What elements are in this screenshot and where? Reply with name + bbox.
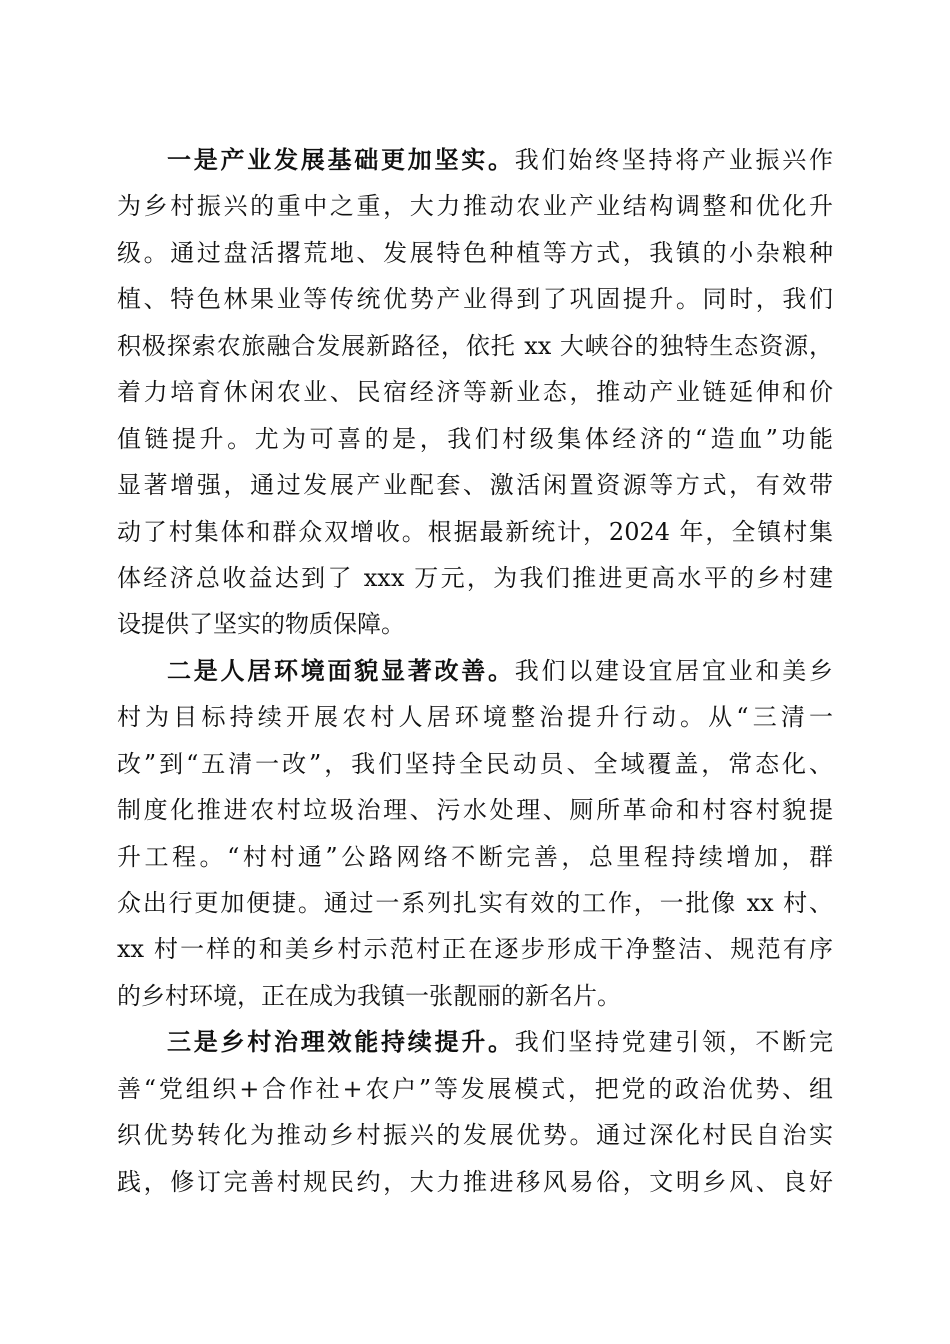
- paragraph-1-line-7: 值链提升。尤为可喜的是，我们村级集体经济的“造血”功能: [117, 424, 833, 453]
- paragraph-3-text: 我们坚持党建引领，不断完: [514, 1028, 833, 1057]
- paragraph-1-line-11: 设提供了坚实的物质保障。: [117, 610, 405, 639]
- paragraph-3-line-1: [117, 1019, 833, 1065]
- paragraph-1-heading: 一是产业发展基础更加坚实。: [167, 145, 515, 174]
- paragraph-2-line-5: 升工程。“村村通”公路网络不断完善，总里程持续增加，群: [117, 842, 833, 871]
- paragraph-2-line-3: 改”到“五清一改”，我们坚持全民动员、全域覆盖，常态化、: [117, 749, 833, 778]
- paragraph-1-line-6: 着力培育休闲农业、民宿经济等新业态，推动产业链延伸和价: [117, 378, 833, 407]
- paragraph-2-line-8: 的乡村环境，正在成为我镇一张靓丽的新名片。: [117, 981, 621, 1010]
- paragraph-1-line-1: [117, 137, 833, 183]
- paragraph-1-line-5: 积极探索农旅融合发展新路径，依托 xx 大峡谷的独特生态资源，: [117, 331, 833, 360]
- paragraph-3-line-2: 善“党组织+合作社+农户”等发展模式，把党的政治优势、组: [117, 1074, 833, 1103]
- paragraph-2-heading: 二是人居环境面貌显著改善。: [167, 655, 515, 685]
- paragraph-1-line-3: 级。通过盘活撂荒地、发展特色种植等方式，我镇的小杂粮种: [117, 238, 833, 267]
- document-body: [117, 137, 833, 1205]
- paragraph-1-line-2: 为乡村振兴的重中之重，大力推动农业产业结构调整和优化升: [117, 192, 833, 221]
- paragraph-1-line-4: 植、特色林果业等传统优势产业得到了巩固提升。同时，我们: [117, 285, 833, 314]
- paragraph-2-line-1: [117, 648, 833, 694]
- paragraph-2-line-7: xx 村一样的和美乡村示范村正在逐步形成干净整洁、规范有序: [117, 935, 833, 964]
- paragraph-2-line-2: 村为目标持续开展农村人居环境整治提升行动。从“三清一: [117, 703, 833, 732]
- paragraph-2-line-6: 众出行更加便捷。通过一系列扎实有效的工作，一批像 xx 村、: [117, 889, 833, 917]
- paragraph-1-text: 我们始终坚持将产业振兴作: [514, 146, 833, 174]
- paragraph-2-line-4: 制度化推进农村垃圾治理、污水处理、厕所革命和村容村貌提: [117, 796, 833, 825]
- paragraph-2-text: 我们以建设宜居宜业和美乡: [514, 656, 833, 685]
- paragraph-1-line-9: 动了村集体和群众双增收。根据最新统计，2024 年，全镇村集: [117, 517, 833, 546]
- paragraph-3-line-4: 践，修订完善村规民约，大力推进移风易俗，文明乡风、良好: [117, 1167, 833, 1196]
- paragraph-1-line-10: 体经济总收益达到了 xxx 万元，为我们推进更高水平的乡村建: [117, 563, 833, 592]
- paragraph-3-heading: 三是乡村治理效能持续提升。: [167, 1027, 515, 1057]
- paragraph-3-line-3: 织优势转化为推动乡村振兴的发展优势。通过深化村民自治实: [117, 1121, 833, 1150]
- paragraph-1-line-8: 显著增强，通过发展产业配套、激活闲置资源等方式，有效带: [117, 471, 833, 500]
